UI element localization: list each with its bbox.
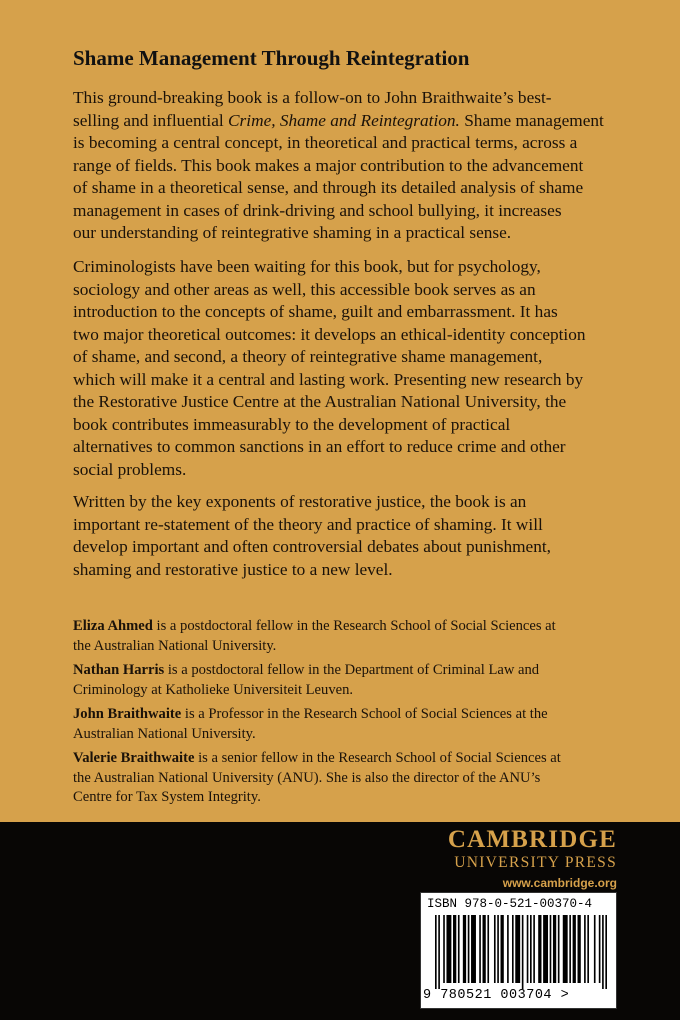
blurb-line: selling and influential Crime, Shame and Reintegration. Shame management	[73, 110, 604, 130]
author-bio-valerie-braithwaite	[73, 749, 633, 808]
bio-line: Valerie Braithwaite is a senior fellow in the Research School of Social Sciences at	[73, 750, 561, 766]
barcode-bar	[605, 915, 607, 989]
barcode-bar	[522, 915, 524, 989]
blurb-line: our understanding of reintegrative shaming in a practical sense.	[73, 223, 512, 242]
bio-line: the Australian National University.	[73, 637, 277, 654]
bio-line: John Braithwaite is a Professor in the Research School of Social Sciences at the	[73, 706, 548, 722]
barcode-bar	[587, 915, 589, 983]
isbn-barcode	[420, 892, 617, 1009]
barcode-bar	[543, 915, 548, 983]
barcode-bar	[453, 915, 456, 983]
barcode-bar	[483, 915, 486, 983]
publisher-name: CAMBRIDGE	[447, 826, 617, 853]
barcode-bar	[530, 915, 532, 983]
blurb-line: This ground-breaking book is a follow-on to John Braithwaite’s best-	[73, 88, 552, 107]
barcode-bar	[527, 915, 529, 983]
barcode-bar	[515, 915, 520, 983]
bio-line: Criminology at Katholieke Universiteit Leuven.	[73, 681, 354, 698]
barcode-bar	[558, 915, 560, 983]
barcode-bar	[507, 915, 509, 983]
barcode-bar	[533, 915, 535, 983]
barcode-bar	[538, 915, 541, 983]
author-bio-nathan-harris	[73, 661, 633, 700]
publisher-logo	[417, 826, 617, 893]
barcode-bar	[594, 915, 596, 983]
blurb-paragraph-1	[73, 87, 621, 245]
blurb-line: of shame in a theoretical sense, and through its detailed analysis of shame	[73, 178, 584, 197]
barcode-bars	[435, 915, 607, 989]
bio-line: Australian National University.	[73, 725, 256, 742]
blurb-line: Criminologists have been waiting for this book, but for psychology,	[73, 257, 541, 276]
barcode-bar	[550, 915, 552, 983]
barcode-bar	[479, 915, 481, 983]
barcode-bar	[602, 915, 604, 989]
barcode-bar	[599, 915, 601, 983]
barcode-bar	[584, 915, 586, 983]
blurb-line: important re-statement of the theory and practice of shaming. It will	[73, 514, 543, 534]
blurb-paragraph-2	[73, 256, 621, 481]
barcode-bar	[569, 915, 571, 983]
barcode-bar	[512, 915, 514, 983]
blurb-line: is becoming a central concept, in theoretical and practical terms, across a	[73, 133, 578, 152]
blurb-line: which will make it a central and lasting work. Presenting new research by	[73, 369, 584, 389]
barcode-bar	[487, 915, 489, 983]
blurb-line: two major theoretical outcomes: it develops an ethical-identity conception	[73, 324, 586, 344]
blurb-line: management in cases of drink-driving and school bullying, it increases	[73, 200, 562, 220]
isbn-label: ISBN 978-0-521-00370-4	[427, 897, 593, 911]
publisher-url: www.cambridge.org	[502, 876, 617, 890]
blurb-line: introduction to the concepts of shame, guilt and embarrassment. It has	[73, 302, 558, 321]
blurb-line: sociology and other areas as well, this accessible book serves as an	[73, 279, 536, 299]
author-name: Nathan Harris	[73, 662, 165, 678]
blurb-line: social problems.	[73, 459, 187, 479]
barcode-bar	[468, 915, 470, 983]
barcode-bar	[494, 915, 496, 983]
barcode-bar	[563, 915, 568, 983]
barcode-bar	[435, 915, 437, 989]
barcode-bar	[458, 915, 460, 983]
barcode-bar	[463, 915, 466, 983]
blurb-line: the Restorative Justice Centre at the Australian National University, the	[73, 392, 567, 411]
barcode-bar	[497, 915, 499, 983]
blurb-line: Written by the key exponents of restorative justice, the book is an	[73, 492, 527, 511]
author-name: Eliza Ahmed	[73, 618, 153, 634]
author-bio-eliza-ahmed	[73, 617, 633, 656]
barcode-bar	[438, 915, 440, 989]
barcode-bar	[501, 915, 504, 983]
blurb-line: alternatives to common sanctions in an effort to reduce crime and other	[73, 437, 566, 456]
barcode-bar	[553, 915, 556, 983]
blurb-line: of shame, and second, a theory of reintegrative shame management,	[73, 347, 543, 366]
barcode-bar	[446, 915, 451, 983]
bio-line: Centre for Tax System Integrity.	[73, 789, 261, 805]
book-title: Shame Management Through Reintegration	[73, 46, 470, 70]
book-title-citation: Crime, Shame and Reintegration.	[228, 110, 460, 130]
bio-line: Nathan Harris is a postdoctoral fellow in the Department of Criminal Law and	[73, 662, 540, 678]
blurb-line: develop important and often controversial debates about punishment,	[73, 537, 551, 556]
barcode-bar	[573, 915, 576, 983]
barcode-digits: 9 780521 003704 >	[423, 988, 570, 1003]
blurb-line: shaming and restorative justice to a new level.	[73, 559, 393, 579]
blurb-paragraph-3	[73, 491, 621, 581]
barcode-bar	[443, 915, 445, 983]
bio-line: the Australian National University (ANU). She is also the director of the ANU’s	[73, 769, 541, 786]
author-bio-john-braithwaite	[73, 705, 633, 744]
author-name: John Braithwaite	[73, 706, 182, 722]
author-name: Valerie Braithwaite	[73, 750, 195, 766]
publisher-subtitle: UNIVERSITY PRESS	[454, 854, 617, 871]
bio-line: Eliza Ahmed is a postdoctoral fellow in the Research School of Social Sciences at	[73, 618, 556, 634]
blurb-line: range of fields. This book makes a major contribution to the advancement	[73, 155, 584, 175]
barcode-bar	[471, 915, 476, 983]
barcode-bar	[578, 915, 581, 983]
blurb-line: book contributes immeasurably to the development of practical	[73, 414, 511, 434]
